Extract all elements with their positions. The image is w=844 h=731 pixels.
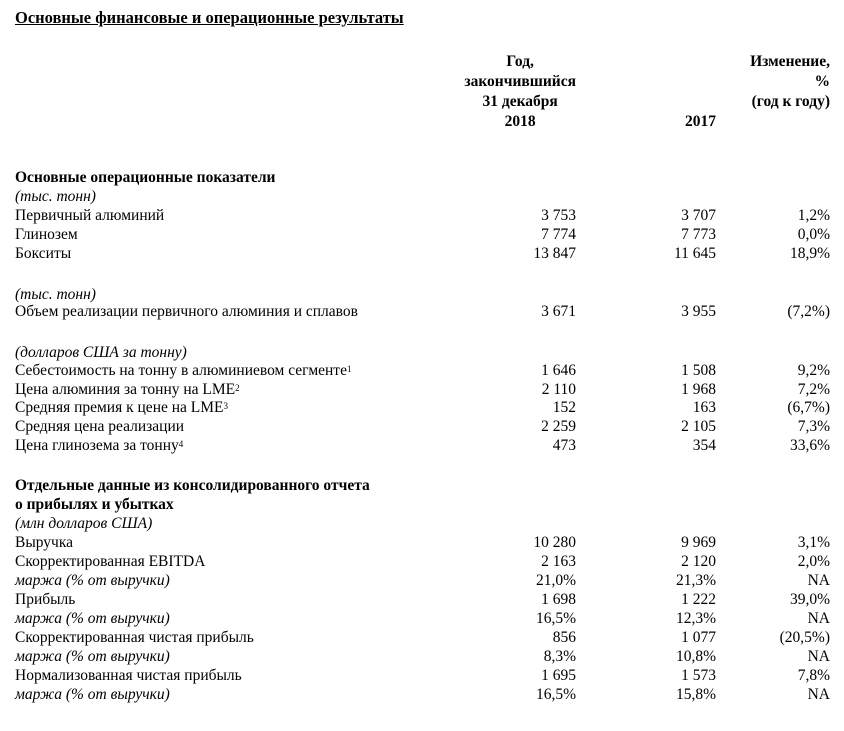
- row-label: [15, 476, 370, 495]
- value-2018: 2 259: [541, 418, 576, 435]
- row-label-text: Выручка: [15, 534, 74, 551]
- row-label-text: Средняя цена реализации: [15, 418, 185, 435]
- row-label-text: маржа (% от выручки): [15, 610, 170, 627]
- column-header-line: 2018: [504, 113, 536, 130]
- value-change: 9,2%: [797, 362, 830, 379]
- value-2017: 1 573: [681, 667, 716, 684]
- value-2018: 856: [552, 629, 576, 646]
- value-change: NA: [807, 572, 830, 589]
- row-label-text: Цена алюминия за тонну на LME: [15, 381, 236, 398]
- value-change: NA: [807, 648, 830, 665]
- column-header-line: 2017: [685, 113, 716, 130]
- row-label-text: Средняя премия к цене на LME: [15, 399, 224, 416]
- table-row: [0, 609, 844, 628]
- value-2017: 2 105: [681, 418, 716, 435]
- value-2018: 473: [552, 437, 576, 454]
- row-label: [15, 685, 170, 704]
- table-row: [0, 571, 844, 590]
- value-2018: 8,3%: [543, 648, 576, 665]
- value-2018: 1 695: [541, 667, 576, 684]
- row-label: [15, 206, 164, 225]
- row-label-text: (тыс. тонн): [15, 286, 96, 303]
- table-row: [0, 552, 844, 571]
- table-row: [0, 436, 844, 455]
- row-label: [15, 436, 183, 455]
- value-2017: 1 968: [681, 381, 716, 398]
- row-label: [15, 628, 254, 647]
- table-row: [0, 206, 844, 225]
- value-2017: 1 077: [681, 629, 716, 646]
- page-title: Основные финансовые и операционные результаты: [15, 8, 404, 27]
- value-change: NA: [807, 686, 830, 703]
- row-label-text: о прибылях и убытках: [15, 496, 174, 513]
- table-row: [0, 225, 844, 244]
- row-label-text: маржа (% от выручки): [15, 572, 170, 589]
- row-label: [15, 343, 187, 362]
- row-label: [15, 302, 358, 321]
- value-2017: 12,3%: [675, 610, 716, 627]
- row-label: [15, 571, 170, 590]
- value-change: 1,2%: [797, 207, 830, 224]
- column-header-change: [750, 52, 830, 112]
- value-2018: 2 110: [541, 381, 576, 398]
- table-row: [0, 647, 844, 666]
- row-label-text: Себестоимость на тонну в алюминиевом сегменте: [15, 362, 347, 379]
- value-change: 7,3%: [797, 418, 830, 435]
- row-label-text: маржа (% от выручки): [15, 686, 170, 703]
- column-header-line: (год к году): [751, 93, 830, 110]
- value-change: (20,5%): [779, 629, 830, 646]
- table-row: [0, 666, 844, 685]
- row-label-text: Отдельные данные из консолидированного отчета: [15, 477, 370, 494]
- table-row: [0, 533, 844, 552]
- table-row: [0, 380, 844, 399]
- value-2018: 16,5%: [535, 610, 576, 627]
- section-heading: [0, 476, 844, 495]
- value-change: 2,0%: [797, 553, 830, 570]
- value-change: 0,0%: [797, 226, 830, 243]
- value-2018: 16,5%: [535, 686, 576, 703]
- value-2017: 1 508: [681, 362, 716, 379]
- table-row: [0, 417, 844, 436]
- value-2018: 13 847: [533, 245, 576, 262]
- row-label-text: Глинозем: [15, 226, 78, 243]
- table-row: [0, 398, 844, 417]
- table-row: [0, 628, 844, 647]
- row-label: [15, 380, 240, 399]
- value-2018: 1 646: [541, 362, 576, 379]
- column-header-line: %: [814, 73, 830, 90]
- row-label: [15, 647, 170, 666]
- row-label-text: Скорректированная EBITDA: [15, 553, 206, 570]
- value-change: 7,2%: [797, 381, 830, 398]
- column-header-line: 31 декабря: [482, 93, 558, 110]
- row-label: [15, 666, 242, 685]
- value-2017: 3 707: [681, 207, 716, 224]
- footnote-marker: 3: [223, 401, 229, 411]
- value-2018: 10 280: [533, 534, 576, 551]
- value-change: (6,7%): [787, 399, 830, 416]
- value-2017: 163: [692, 399, 716, 416]
- value-2017: 354: [692, 437, 716, 454]
- value-2018: 1 698: [541, 591, 576, 608]
- row-label-text: Нормализованная чистая прибыль: [15, 667, 242, 684]
- value-2018: 2 163: [541, 553, 576, 570]
- section-heading: [0, 495, 844, 514]
- row-label-text: Объем реализации первичного алюминия и сплавов: [15, 303, 358, 320]
- unit-label-row: [0, 187, 844, 206]
- column-header-line: Изменение,: [750, 53, 830, 70]
- row-label: [15, 533, 73, 552]
- table-row: [0, 590, 844, 609]
- value-2017: 11 645: [673, 245, 716, 262]
- row-label: [15, 514, 152, 533]
- footnote-marker: 2: [235, 383, 240, 393]
- row-label: [15, 417, 184, 436]
- section-heading: [0, 168, 844, 187]
- value-2017: 2 120: [681, 553, 716, 570]
- value-change: 33,6%: [789, 437, 830, 454]
- value-2017: 10,8%: [675, 648, 716, 665]
- value-change: 39,0%: [789, 591, 830, 608]
- row-label: [15, 244, 71, 263]
- value-2018: 3 671: [541, 303, 576, 320]
- footnote-marker: 1: [346, 364, 352, 374]
- value-2018: 21,0%: [535, 572, 576, 589]
- column-header-line: закончившийся: [464, 73, 576, 90]
- row-label-text: (тыс. тонн): [15, 188, 96, 205]
- row-label-text: Цена глинозема за тонну: [15, 437, 179, 454]
- value-2017: 1 222: [681, 591, 716, 608]
- value-change: 3,1%: [797, 534, 830, 551]
- column-header-line: Год,: [506, 53, 534, 70]
- row-label: [15, 225, 78, 244]
- row-label-text: (млн долларов США): [15, 515, 153, 532]
- value-2017: 3 955: [681, 303, 716, 320]
- row-label-text: маржа (% от выручки): [15, 648, 170, 665]
- row-label-text: Бокситы: [15, 245, 72, 262]
- value-2018: 3 753: [541, 207, 576, 224]
- unit-label-row: [0, 343, 844, 362]
- value-change: 7,8%: [797, 667, 830, 684]
- row-label: [15, 361, 351, 380]
- value-2018: 7 774: [541, 226, 576, 243]
- table-row: [0, 302, 844, 321]
- value-2017: 7 773: [681, 226, 716, 243]
- table-row: [0, 361, 844, 380]
- table-row: [0, 685, 844, 704]
- value-2017: 9 969: [681, 534, 716, 551]
- row-label: [15, 590, 75, 609]
- value-2018: 152: [552, 399, 576, 416]
- row-label-text: Скорректированная чистая прибыль: [15, 629, 254, 646]
- value-change: NA: [807, 610, 830, 627]
- value-2017: 15,8%: [675, 686, 716, 703]
- row-label: [15, 168, 275, 187]
- row-label-text: Прибыль: [15, 591, 76, 608]
- row-label: [15, 552, 205, 571]
- column-header-2018: [464, 52, 576, 132]
- row-label-text: Основные операционные показатели: [15, 169, 276, 186]
- footnote-marker: 4: [178, 439, 184, 449]
- row-label: [15, 187, 96, 206]
- row-label: [15, 398, 228, 417]
- value-2017: 21,3%: [675, 572, 716, 589]
- unit-label-row: [0, 514, 844, 533]
- row-label-text: (долларов США за тонну): [15, 344, 187, 361]
- value-change: (7,2%): [787, 303, 830, 320]
- column-header-2017: [685, 112, 716, 132]
- row-label: [15, 609, 170, 628]
- table-row: [0, 244, 844, 263]
- row-label: [15, 495, 174, 514]
- value-change: 18,9%: [789, 245, 830, 262]
- row-label-text: Первичный алюминий: [15, 207, 165, 224]
